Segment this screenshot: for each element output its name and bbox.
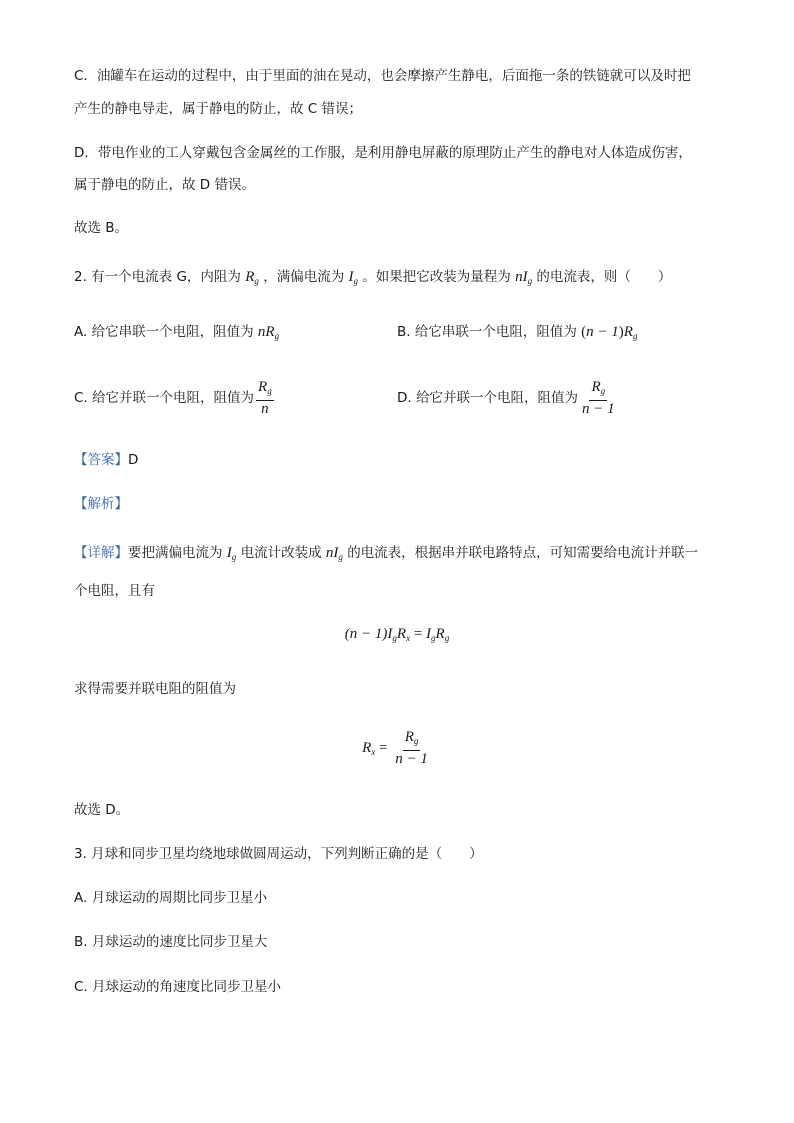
q2-option-c: C. 给它并联一个电阻，阻值为 $\frac{R_g}{n}$ <box>74 378 272 417</box>
equation-2: $R_x$ = $\frac{R_g}{n - 1}$ <box>362 728 428 767</box>
text-line: C．油罐车在运动的过程中，由于里面的油在晃动，也会摩擦产生静电，后面拖一条的铁链就可以及时把 <box>74 68 691 84</box>
text-line: 产生的静电导走，属于静电的防止，故 C 错误； <box>74 101 363 117</box>
q3-option-a: A. 月球运动的周期比同步卫星小 <box>74 890 268 906</box>
q2-option-d: D. 给它并联一个电阻，阻值为 $\frac{R_g}{n - 1}$ <box>397 378 615 417</box>
q2-detail-line2: 个电阻，且有 <box>74 583 155 599</box>
q2-option-b: B. 给它串联一个电阻，阻值为 $(n - 1)R_g$ <box>397 324 638 341</box>
q2-analysis-heading: 【解析】 <box>74 496 128 512</box>
prev-answer: 故选 B。 <box>74 220 129 236</box>
q2-answer: 【答案】D <box>74 452 139 468</box>
q3-stem: 3. 月球和同步卫星均绕地球做圆周运动，下列判断正确的是（ ） <box>74 846 483 862</box>
q2-stem: 2. 有一个电流表 G，内阻为 $R_g$ ，满偏电流为 $I_g$ 。如果把它改装为量程为 $nI_g$ 的电流表，则（ ） <box>74 269 672 286</box>
q2-conclusion: 故选 D。 <box>74 802 130 818</box>
q2-detail: 【详解】要把满偏电流为 $I_g$ 电流计改装成 $nI_g$ 的电流表，根据串并联电路特点，可知需要给电流计并联一 <box>74 545 699 562</box>
text-line: D．带电作业的工人穿戴包含金属丝的工作服，是利用静电屏蔽的原理防止产生的静电对人体造成伤害， <box>74 145 692 161</box>
fraction: $\frac{R_g}{n - 1}$ <box>395 728 428 767</box>
equation-1: $(n - 1)I_gR_x = I_gR_g$ <box>344 626 450 643</box>
text-line: 属于静电的防止，故 D 错误。 <box>74 177 255 193</box>
q3-option-b: B. 月球运动的速度比同步卫星大 <box>74 934 268 950</box>
q3-option-c: C. 月球运动的角速度比同步卫星小 <box>74 979 282 995</box>
fraction: $\frac{R_g}{n - 1}$ <box>581 378 615 417</box>
result-text: 求得需要并联电阻的阻值为 <box>74 681 236 697</box>
fraction: $\frac{R_g}{n}$ <box>258 378 272 417</box>
q2-option-a: A. 给它串联一个电阻，阻值为 $nR_g$ <box>74 324 280 341</box>
